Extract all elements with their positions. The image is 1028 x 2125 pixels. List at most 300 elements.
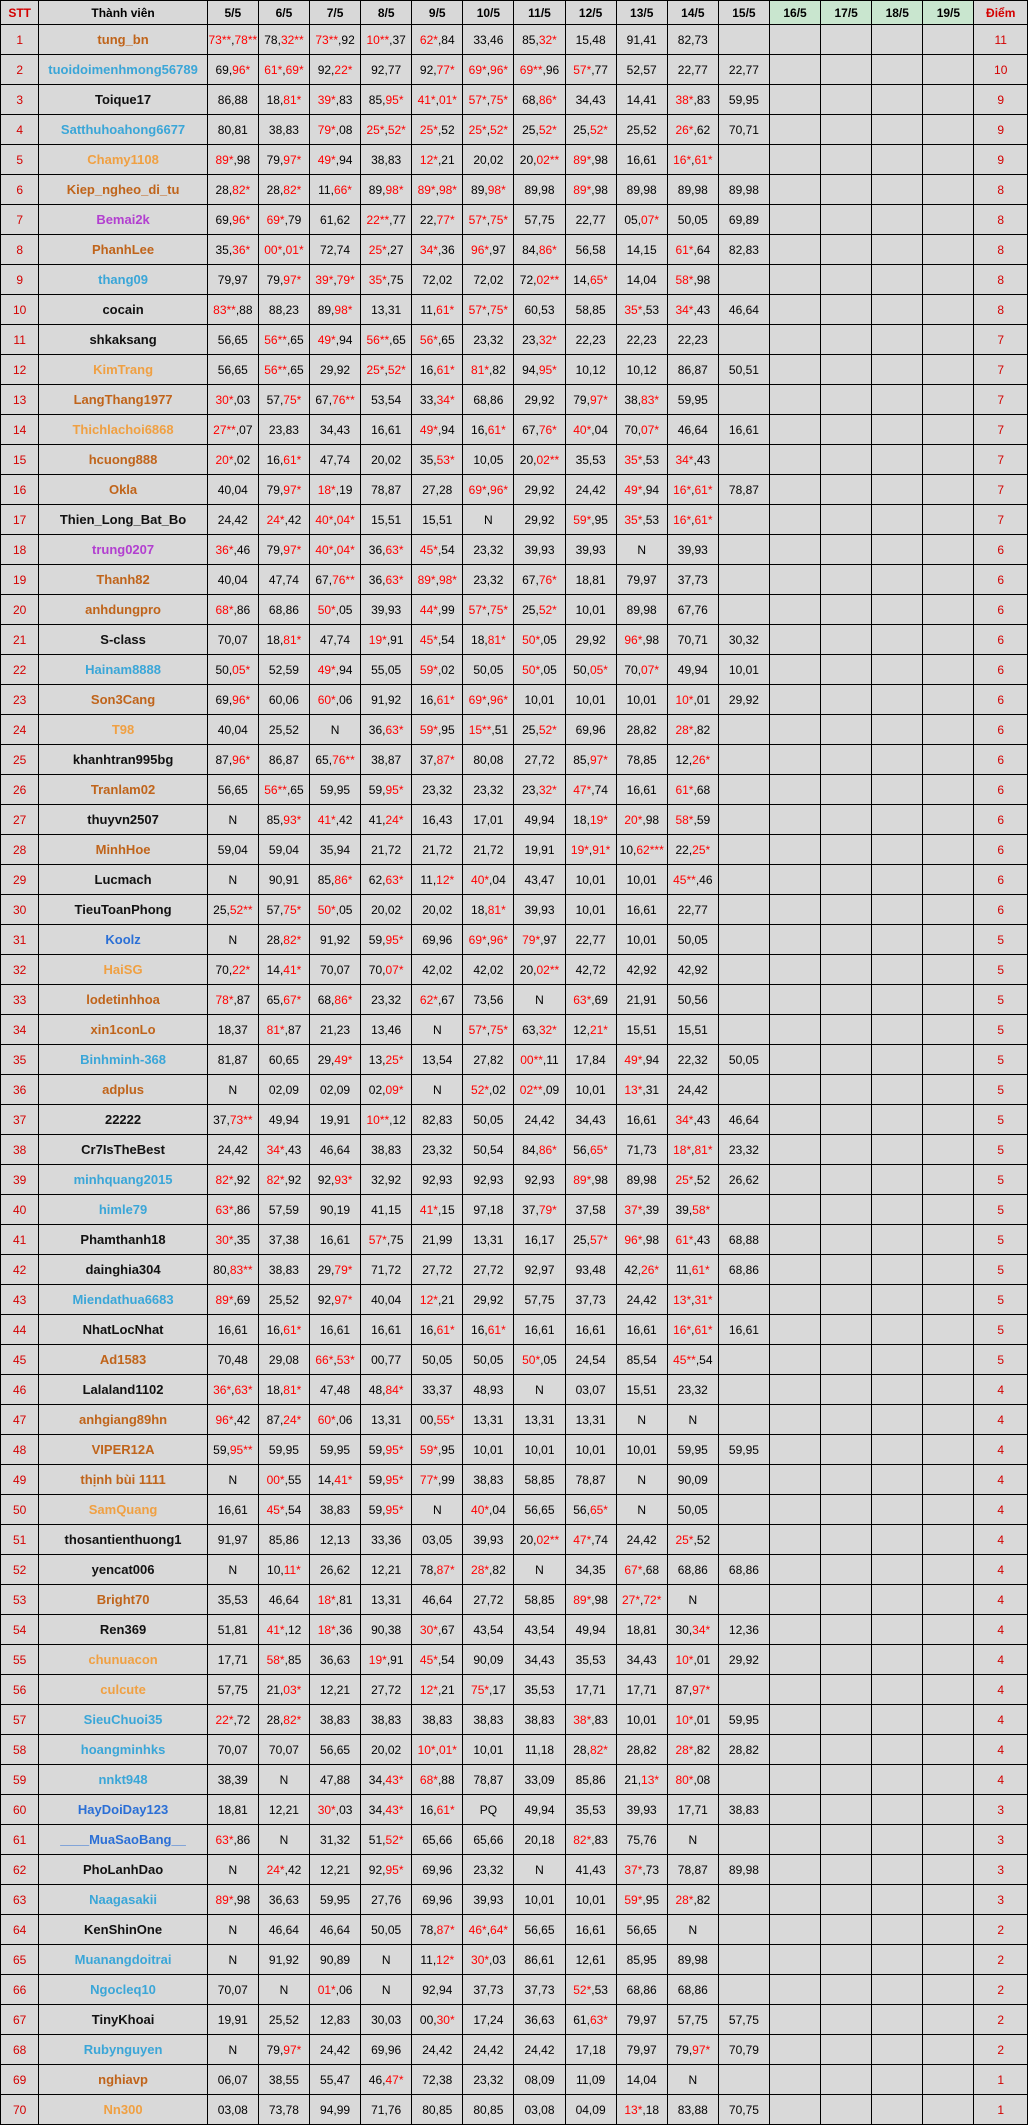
cell-value-part: 31	[387, 1592, 402, 1607]
member-name[interactable]: lodetinhhoa	[39, 985, 207, 1015]
member-name[interactable]: Miendathua6683	[39, 1285, 207, 1315]
points-cell: 5	[974, 1225, 1028, 1255]
cell-value-part: 16	[320, 1322, 334, 1337]
cell-value-part: 16	[728, 422, 743, 437]
day-result-cell: 05,07*	[616, 205, 667, 235]
cell-value-part: 31	[645, 1082, 660, 1097]
cell-value-part: 99	[438, 1232, 453, 1247]
member-name[interactable]: Naagasakii	[39, 1885, 207, 1915]
member-name[interactable]: Phamthanh18	[39, 1225, 207, 1255]
member-name[interactable]: Nn300	[39, 2095, 207, 2125]
day-result-cell	[769, 265, 820, 295]
day-result-cell	[872, 1105, 923, 1135]
cell-value-part: 68	[473, 392, 487, 407]
cell-value-part: 35	[592, 1562, 606, 1577]
cell-value-part: 95**	[229, 1442, 253, 1457]
cell-value-part: 98	[645, 812, 660, 827]
day-result-cell: 10,01	[565, 685, 616, 715]
row-number: 11	[1, 325, 39, 355]
member-name[interactable]: Cr7IsTheBest	[39, 1135, 207, 1165]
day-result-cell: 00**,11	[514, 1045, 565, 1075]
cell-value-part: 81	[234, 1622, 248, 1637]
day-result-cell	[923, 655, 974, 685]
member-name[interactable]: Okla	[39, 475, 207, 505]
member-name[interactable]: TinyKhoai	[39, 2005, 207, 2035]
member-name[interactable]: 22222	[39, 1105, 207, 1135]
cell-value-part: 59	[677, 392, 692, 407]
day-result-cell: 06,07	[207, 2065, 258, 2095]
cell-value-part: 38	[422, 1712, 436, 1727]
member-name[interactable]: Ngocleq10	[39, 1975, 207, 2005]
cell-value-part: 93	[438, 1172, 453, 1187]
day-result-cell	[821, 595, 872, 625]
cell-value-part: 10	[524, 1442, 538, 1457]
cell-value-part: 25	[522, 602, 536, 617]
cell-value-part: 49*	[317, 662, 336, 677]
cell-value-part: 61*	[694, 152, 713, 167]
cell-value-part: 59	[677, 1442, 692, 1457]
table-row	[1, 865, 1028, 895]
day-result-cell: 89*,98	[565, 145, 616, 175]
day-result-cell: 15,48	[565, 25, 616, 55]
cell-value-part: 12*	[419, 152, 438, 167]
cell-value-part: 02	[438, 902, 453, 917]
cell-value-part: 87*	[436, 752, 455, 767]
day-result-cell	[821, 1585, 872, 1615]
cell-value-part: 21	[422, 1232, 436, 1247]
day-result-cell	[769, 1495, 820, 1525]
cell-value-part: 29	[524, 482, 538, 497]
cell-value-part: 45*	[419, 542, 438, 557]
cell-value-part: 42	[339, 812, 353, 827]
cell-value-part: 21	[441, 152, 455, 167]
cell-value-part: 14	[626, 242, 641, 257]
member-name[interactable]: xin1conLo	[39, 1015, 207, 1045]
cell-value-part: 44*	[419, 602, 438, 617]
cell-value-part: 65	[234, 332, 248, 347]
row-number: 5	[1, 145, 39, 175]
cell-value-part: 69	[215, 212, 229, 227]
member-name[interactable]: NhatLocNhat	[39, 1315, 207, 1345]
day-result-cell	[821, 1315, 872, 1345]
cell-value-part: 92	[317, 1172, 332, 1187]
cell-value-part: 37	[575, 1292, 589, 1307]
cell-value-part: 85	[266, 812, 280, 827]
table-row	[1, 1105, 1028, 1135]
cell-value-part: 61	[573, 2012, 587, 2027]
cell-value-part: 46	[320, 1142, 334, 1157]
day-result-cell	[872, 175, 923, 205]
member-name[interactable]: Chamy1108	[39, 145, 207, 175]
cell-value-part: 14	[573, 272, 587, 287]
points-cell: 2	[974, 1975, 1028, 2005]
table-row	[1, 595, 1028, 625]
member-name[interactable]: himle79	[39, 1195, 207, 1225]
day-result-cell	[923, 325, 974, 355]
row-number: 8	[1, 235, 39, 265]
cell-value-part: 32*	[538, 32, 557, 47]
cell-value-part: 96	[438, 1862, 453, 1877]
cell-value-part: 95*	[385, 1502, 404, 1517]
day-result-cell: 37,58	[565, 1195, 616, 1225]
day-result-cell: 29,92	[718, 685, 769, 715]
cell-value-part: 37	[419, 752, 434, 767]
points-cell: 7	[974, 475, 1028, 505]
header-date: 16/5	[769, 1, 820, 25]
member-name[interactable]: dainghia304	[39, 1255, 207, 1285]
cell-value-part: 93	[694, 542, 708, 557]
day-result-cell: 26,62	[718, 1165, 769, 1195]
cell-value-part: 25*	[675, 1532, 694, 1547]
cell-value-part: 22	[575, 212, 589, 227]
cell-value-part: 86	[524, 1952, 538, 1967]
member-name[interactable]: Tranlam02	[39, 775, 207, 805]
member-name[interactable]: PhanhLee	[39, 235, 207, 265]
day-result-cell	[718, 25, 769, 55]
cell-value-part: 43	[524, 872, 538, 887]
cell-value-part: 62*	[419, 992, 438, 1007]
member-name[interactable]: S-class	[39, 625, 207, 655]
day-result-cell: 82,83	[718, 235, 769, 265]
day-result-cell	[923, 25, 974, 55]
cell-value-part: N	[688, 1832, 698, 1847]
day-result-cell: 29,92	[310, 355, 361, 385]
cell-value-part: 83	[438, 1712, 453, 1727]
cell-value-part: 32	[490, 782, 504, 797]
day-result-cell: 16,61	[207, 1495, 258, 1525]
member-name[interactable]: culcute	[39, 1675, 207, 1705]
day-result-cell	[821, 385, 872, 415]
member-name[interactable]: Binhminh-368	[39, 1045, 207, 1075]
day-result-cell: 85,54	[616, 1345, 667, 1375]
row-number: 1	[1, 25, 39, 55]
cell-value-part: 41	[371, 1202, 385, 1217]
cell-value-part: 42	[624, 1262, 638, 1277]
member-name[interactable]: anhgiang89hn	[39, 1405, 207, 1435]
cell-value-part: 34	[368, 1772, 383, 1787]
header-date: 5/5	[207, 1, 258, 25]
day-result-cell: 59,95*	[361, 1435, 412, 1465]
member-name[interactable]: shkaksang	[39, 325, 207, 355]
header-date: 6/5	[258, 1, 309, 25]
cell-value-part: 61	[592, 1952, 606, 1967]
cell-value-part: 89*	[215, 1292, 234, 1307]
day-result-cell: 36*,63*	[207, 1375, 258, 1405]
cell-value-part: 02	[490, 152, 504, 167]
cell-value-part: 41	[368, 812, 383, 827]
day-result-cell: 59*,95	[616, 1885, 667, 1915]
day-result-cell: 25*,27	[361, 235, 412, 265]
cell-value-part: 73	[268, 2102, 283, 2117]
day-result-cell: 25*,52*	[463, 115, 514, 145]
cell-value-part: 05	[694, 1502, 708, 1517]
cell-value-part: 68	[728, 1232, 743, 1247]
member-name[interactable]: KenShinOne	[39, 1915, 207, 1945]
member-name[interactable]: Satthuhoahong6677	[39, 115, 207, 145]
cell-value-part: 79	[266, 152, 280, 167]
cell-value-part: 34*	[692, 1622, 711, 1637]
member-name[interactable]: hcuong888	[39, 445, 207, 475]
cell-value-part: 10	[626, 692, 641, 707]
cell-value-part: 89	[745, 212, 759, 227]
member-name[interactable]: KimTrang	[39, 355, 207, 385]
cell-value-part: 98	[541, 182, 555, 197]
cell-value-part: 53	[592, 1652, 606, 1667]
day-result-cell	[923, 1465, 974, 1495]
day-result-cell	[821, 955, 872, 985]
cell-value-part: N	[484, 512, 493, 527]
cell-value-part: 86	[592, 1772, 606, 1787]
member-name[interactable]: VIPER12A	[39, 1435, 207, 1465]
points-cell: 8	[974, 235, 1028, 265]
cell-value-part: 42	[541, 2042, 555, 2057]
member-name[interactable]: tuoidoimenhmong56789	[39, 55, 207, 85]
table-row	[1, 2035, 1028, 2065]
table-row	[1, 55, 1028, 85]
member-name[interactable]: SieuChuoi35	[39, 1705, 207, 1735]
member-name[interactable]: thuyvn2507	[39, 805, 207, 835]
day-result-cell: 35,53	[565, 1795, 616, 1825]
day-result-cell: 10,01	[514, 1885, 565, 1915]
day-result-cell: 69,96	[361, 2035, 412, 2065]
cell-value-part: 52*	[589, 122, 608, 137]
points-cell: 5	[974, 925, 1028, 955]
member-name[interactable]: chunuacon	[39, 1645, 207, 1675]
day-result-cell: 33,37	[412, 1375, 463, 1405]
cell-value-part: 49*	[419, 422, 438, 437]
cell-value-part: 32	[745, 632, 759, 647]
cell-value-part: 59	[320, 1892, 334, 1907]
cell-value-part: 31	[541, 1412, 555, 1427]
day-result-cell: 35,53	[514, 1675, 565, 1705]
day-result-cell: 18,81	[565, 565, 616, 595]
cell-value-part: 09	[541, 2072, 555, 2087]
member-name[interactable]: Bemai2k	[39, 205, 207, 235]
day-result-cell	[872, 1825, 923, 1855]
cell-value-part: 21	[336, 1682, 351, 1697]
member-name[interactable]: PhoLanhDao	[39, 1855, 207, 1885]
member-name[interactable]: T98	[39, 715, 207, 745]
member-name[interactable]: yencat006	[39, 1555, 207, 1585]
member-name[interactable]: Lalaland1102	[39, 1375, 207, 1405]
cell-value-part: 68	[268, 602, 283, 617]
member-name[interactable]: Lucmach	[39, 865, 207, 895]
cell-value-part: 21	[387, 1562, 402, 1577]
member-name[interactable]: Hainam8888	[39, 655, 207, 685]
member-name[interactable]: trung0207	[39, 535, 207, 565]
day-result-cell: 50,51	[718, 355, 769, 385]
cell-value-part: 41*	[266, 1622, 285, 1637]
day-result-cell: 49,94	[258, 1105, 309, 1135]
cell-value-part: 72	[236, 1712, 251, 1727]
member-name[interactable]: HaiSG	[39, 955, 207, 985]
day-result-cell: 56,65	[310, 1735, 361, 1765]
member-name[interactable]: Rubynguyen	[39, 2035, 207, 2065]
cell-value-part: 94	[285, 1112, 299, 1127]
day-result-cell	[718, 835, 769, 865]
cell-value-part: 19*	[368, 1652, 387, 1667]
cell-value-part: 79	[573, 392, 587, 407]
day-result-cell	[718, 1825, 769, 1855]
row-number: 4	[1, 115, 39, 145]
cell-value-part: 33	[419, 392, 434, 407]
day-result-cell	[769, 2065, 820, 2095]
day-result-cell	[718, 1975, 769, 2005]
cell-value-part: 70	[624, 662, 638, 677]
member-name[interactable]: nnkt948	[39, 1765, 207, 1795]
cell-value-part: 92	[592, 632, 606, 647]
day-result-cell: 24,42	[616, 1525, 667, 1555]
day-result-cell: 38*,83	[565, 1705, 616, 1735]
member-name[interactable]: khanhtran995bg	[39, 745, 207, 775]
member-name[interactable]: TieuToanPhong	[39, 895, 207, 925]
member-name[interactable]: Ren369	[39, 1615, 207, 1645]
day-result-cell: 47,74	[310, 445, 361, 475]
cell-value-part: 81*	[266, 1022, 285, 1037]
member-name[interactable]: Toique17	[39, 85, 207, 115]
day-result-cell: 25,52*	[514, 715, 565, 745]
cell-value-part: 57*	[573, 62, 592, 77]
day-result-cell: 85,86	[258, 1525, 309, 1555]
cell-value-part: 12*	[436, 1952, 455, 1967]
day-result-cell: 82*,92	[258, 1165, 309, 1195]
cell-value-part: 98*	[334, 302, 353, 317]
cell-value-part: 16	[524, 1232, 538, 1247]
day-result-cell	[769, 1825, 820, 1855]
cell-value-part: 65	[290, 362, 304, 377]
member-name[interactable]: thosantienthuong1	[39, 1525, 207, 1555]
cell-value-part: 42	[626, 962, 641, 977]
cell-value-part: 05	[387, 662, 402, 677]
cell-value-part: 19*	[368, 632, 387, 647]
day-result-cell: 38,87	[361, 745, 412, 775]
member-name[interactable]: thịnh bùi 1111	[39, 1465, 207, 1495]
cell-value-part: 17	[575, 1052, 589, 1067]
day-result-cell: 59,95	[310, 1885, 361, 1915]
cell-value-part: 13	[371, 1592, 385, 1607]
cell-value-part: 86	[643, 1982, 657, 1997]
cell-value-part: 59	[728, 92, 743, 107]
member-name[interactable]: ____MuaSaoBang__	[39, 1825, 207, 1855]
day-result-cell: 61*,43	[667, 1225, 718, 1255]
cell-value-part: 98	[645, 1232, 660, 1247]
cell-value-part: 74	[336, 632, 351, 647]
day-result-cell	[821, 1465, 872, 1495]
cell-value-part: 10*	[675, 692, 694, 707]
cell-value-part: 37	[473, 1982, 487, 1997]
header-date: 8/5	[361, 1, 412, 25]
member-name[interactable]: HayDoiDay123	[39, 1795, 207, 1825]
member-name[interactable]: Thichlachoi6868	[39, 415, 207, 445]
day-result-cell	[923, 1855, 974, 1885]
member-name[interactable]: nghiavp	[39, 2065, 207, 2095]
member-name[interactable]: SamQuang	[39, 1495, 207, 1525]
member-name[interactable]: cocain	[39, 295, 207, 325]
cell-value-part: 10	[626, 872, 641, 887]
cell-value-part: 56	[524, 1922, 538, 1937]
member-name[interactable]: MinhHoe	[39, 835, 207, 865]
day-result-cell	[821, 2095, 872, 2125]
day-result-cell: 89*,98	[565, 1585, 616, 1615]
member-name[interactable]: Koolz	[39, 925, 207, 955]
cell-value-part: 25	[268, 2012, 283, 2027]
day-result-cell: 82*,92	[207, 1165, 258, 1195]
member-name[interactable]: Ad1583	[39, 1345, 207, 1375]
cell-value-part: 12	[643, 362, 657, 377]
day-result-cell: 49,94	[514, 1795, 565, 1825]
day-result-cell: 92,97	[514, 1255, 565, 1285]
member-name[interactable]: hoangminhks	[39, 1735, 207, 1765]
cell-value-part: 75	[694, 2012, 708, 2027]
cell-value-part: 90	[371, 1622, 385, 1637]
cell-value-part: 40	[371, 1292, 385, 1307]
member-name[interactable]: adplus	[39, 1075, 207, 1105]
day-result-cell: 16*,61*	[667, 475, 718, 505]
member-name[interactable]: Son3Cang	[39, 685, 207, 715]
cell-value-part: 23	[285, 302, 299, 317]
member-name[interactable]: Bright70	[39, 1585, 207, 1615]
cell-value-part: 56	[626, 1922, 641, 1937]
cell-value-part: 53	[541, 1682, 555, 1697]
day-result-cell: 23,32	[412, 775, 463, 805]
cell-value-part: 46	[728, 302, 743, 317]
day-result-cell: 59,95	[310, 775, 361, 805]
day-result-cell	[361, 1945, 412, 1975]
member-name[interactable]: anhdungpro	[39, 595, 207, 625]
member-name[interactable]: LangThang1977	[39, 385, 207, 415]
day-result-cell: 49*,94	[412, 415, 463, 445]
cell-value-part: 27	[524, 752, 538, 767]
day-result-cell	[923, 625, 974, 655]
member-name[interactable]: Thanh82	[39, 565, 207, 595]
day-result-cell: 35,53	[565, 445, 616, 475]
cell-value-part: 69	[422, 1862, 436, 1877]
member-name[interactable]: Muanangdoitrai	[39, 1945, 207, 1975]
day-result-cell: 85,86	[565, 1765, 616, 1795]
member-name[interactable]: tung_bn	[39, 25, 207, 55]
cell-value-part: 86*	[538, 92, 557, 107]
member-name[interactable]: Kiep_ngheo_di_tu	[39, 175, 207, 205]
points-cell: 4	[974, 1525, 1028, 1555]
row-number: 9	[1, 265, 39, 295]
cell-value-part: 98	[694, 182, 708, 197]
cell-value-part: 85	[626, 1952, 641, 1967]
day-result-cell: 13*,18	[616, 2095, 667, 2125]
cell-value-part: 73	[645, 1862, 660, 1877]
member-name[interactable]: thang09	[39, 265, 207, 295]
cell-value-part: 93	[490, 1532, 504, 1547]
member-name[interactable]: minhquang2015	[39, 1165, 207, 1195]
day-result-cell: 59,95*	[361, 1465, 412, 1495]
cell-value-part: 67	[441, 1622, 455, 1637]
cell-value-part: 05	[543, 662, 557, 677]
points-cell: 8	[974, 175, 1028, 205]
table-row	[1, 565, 1028, 595]
day-result-cell	[872, 85, 923, 115]
cell-value-part: 82	[696, 1742, 711, 1757]
cell-value-part: 49*	[334, 1052, 353, 1067]
cell-value-part: 20*	[215, 452, 234, 467]
day-result-cell: 89*,98*	[412, 565, 463, 595]
cell-value-part: 81	[234, 122, 248, 137]
cell-value-part: 62	[368, 872, 383, 887]
day-result-cell	[821, 1225, 872, 1255]
member-name[interactable]: Thien_Long_Bat_Bo	[39, 505, 207, 535]
day-result-cell: 37,73**	[207, 1105, 258, 1135]
cell-value-part: 27**	[213, 422, 236, 437]
day-result-cell: 68,86	[667, 1555, 718, 1585]
cell-value-part: 73**	[229, 1112, 253, 1127]
